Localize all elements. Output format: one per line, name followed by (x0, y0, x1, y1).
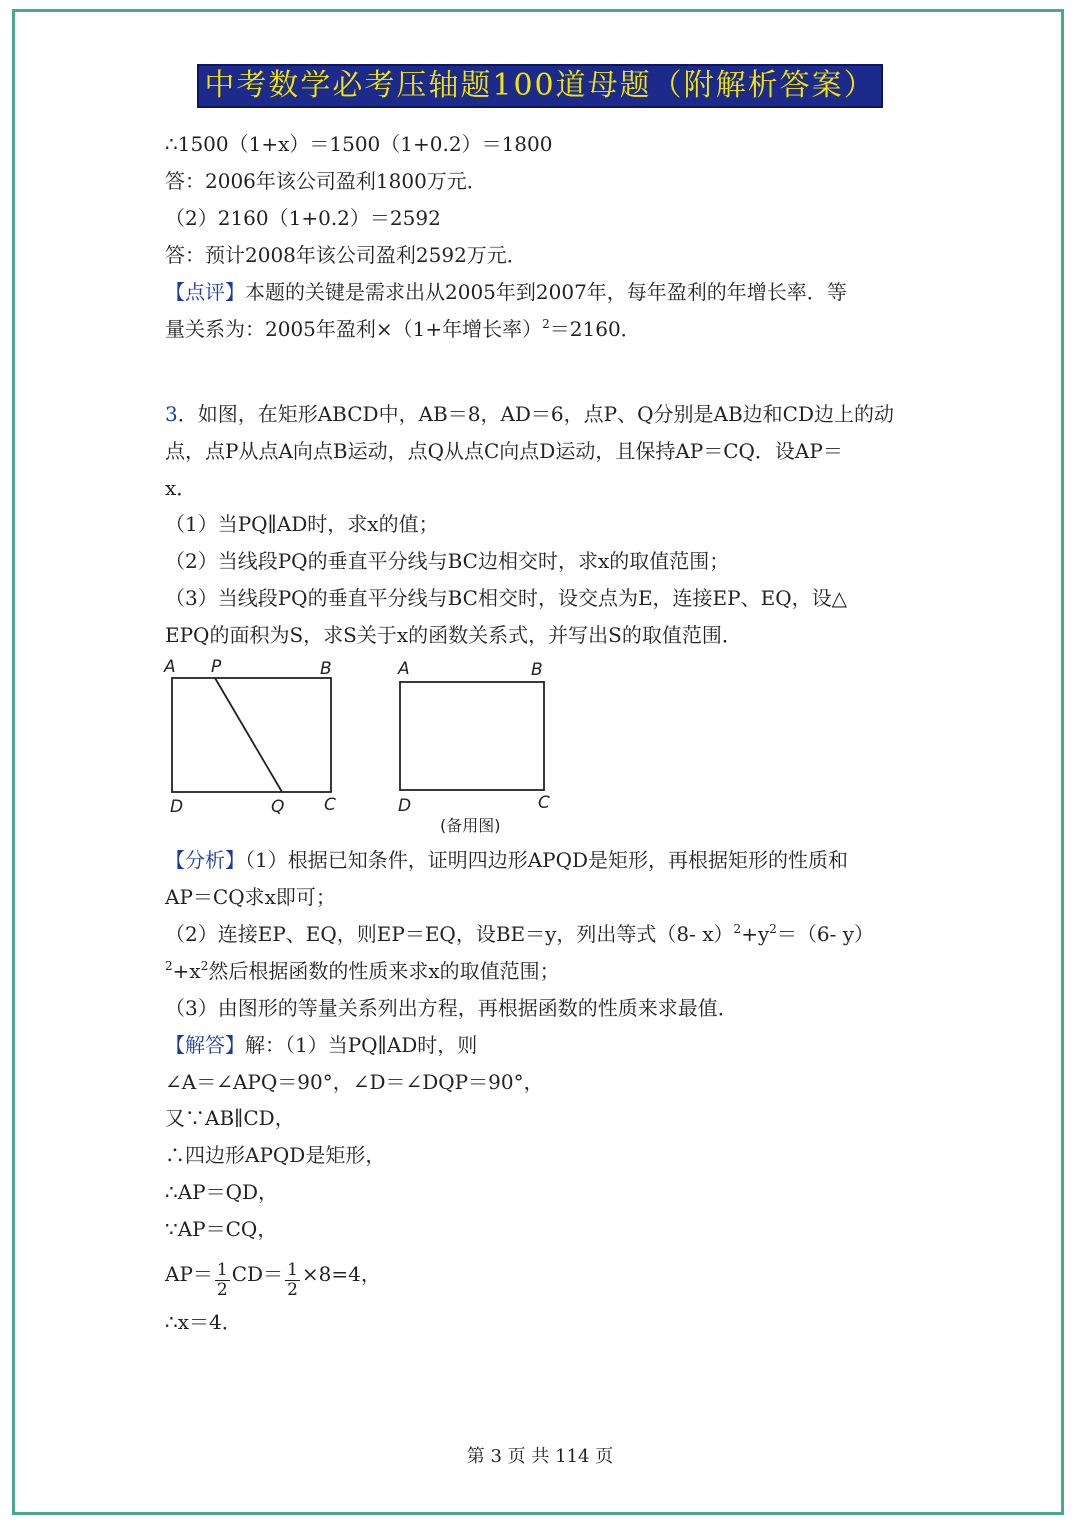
equation-part: 量关系为：2005年盈利×（1+年增长率） (165, 317, 543, 341)
rectangle-abcd (172, 678, 331, 792)
text-line: ∴1500（1+x）＝1500（1+0.2）＝1800 (165, 132, 553, 156)
comment-tag: 【点评】 (165, 280, 245, 304)
label-b: B (531, 660, 543, 680)
equation-part: CD＝ (231, 1262, 284, 1286)
fraction (285, 1261, 300, 1300)
label-d: D (398, 796, 412, 816)
superscript: 2 (165, 959, 173, 973)
equation-part: +x (172, 959, 201, 983)
solution-line: ∴x＝4． (165, 1310, 242, 1334)
label-c: C (324, 795, 336, 815)
question-part: EPQ的面积为S，求S关于x的函数关系式，并写出S的取值范围． (165, 623, 742, 647)
solution-tag: 【解答】 (165, 1033, 245, 1057)
analysis-line: AP＝CQ求x即可； (165, 885, 336, 909)
rectangle-diagrams (160, 655, 580, 840)
fraction (215, 1261, 230, 1300)
label-c: C (538, 793, 550, 813)
page-title: 中考数学必考压轴题100道母题（附解析答案） (197, 64, 883, 108)
superscript: 2 (542, 317, 550, 331)
denominator: 2 (216, 1280, 228, 1300)
solution-line: ∠A＝∠APQ＝90°，∠D＝∠DQP＝90°， (165, 1070, 544, 1094)
analysis-text: （1）根据已知条件，证明四边形APQD是矩形，再根据矩形的性质和 (245, 848, 849, 872)
page-footer: 第 3 页 共 114 页 (466, 1446, 614, 1467)
label-a: A (398, 659, 410, 679)
analysis-line (165, 846, 848, 874)
equation-part: ＝（6- y） (776, 922, 875, 946)
figure-caption: (备用图) (440, 816, 501, 835)
comment-line (165, 278, 847, 306)
analysis-tag: 【分析】 (165, 848, 245, 872)
label-q: Q (271, 797, 285, 817)
equation-part: （2）连接EP、EQ，则EP＝EQ，设BE＝y，列出等式（8- x） (165, 922, 734, 946)
solution-line: ∴AP＝QD， (165, 1180, 279, 1204)
equation-part: ×8=4， (301, 1262, 381, 1286)
question-part: （1）当PQ∥AD时，求x的值； (165, 512, 439, 536)
text-line: 答：2006年该公司盈利1800万元． (165, 169, 487, 193)
question-line (165, 400, 894, 428)
label-p: P (211, 657, 222, 677)
question-text: ．如图，在矩形ABCD中，AB＝8，AD＝6，点P、Q分别是AB边和CD边上的动 (177, 402, 894, 426)
text-line: （2）2160（1+0.2）＝2592 (165, 206, 441, 230)
label-a: A (164, 657, 176, 677)
question-line: x． (165, 476, 197, 500)
rectangle-backup (400, 682, 544, 790)
text-line (165, 315, 641, 343)
equation-part: ＝2160． (549, 317, 641, 341)
analysis-text: 然后根据函数的性质来求x的取值范围； (208, 959, 560, 983)
question-part: （2）当线段PQ的垂直平分线与BC边相交时，求x的取值范围； (165, 549, 730, 573)
analysis-line (165, 957, 560, 985)
geometry-figure (160, 655, 580, 840)
text-line: 答：预计2008年该公司盈利2592万元． (165, 243, 527, 267)
solution-line: 又∵AB∥CD， (165, 1106, 295, 1130)
label-d: D (170, 797, 184, 817)
equation-part: AP＝ (165, 1262, 213, 1286)
superscript: 2 (769, 922, 777, 936)
question-line: 点，点P从点A向点B运动，点Q从点C向点D运动，且保持AP＝CQ．设AP＝ (165, 439, 843, 463)
superscript: 2 (733, 922, 742, 936)
numerator: 1 (287, 1260, 298, 1280)
equation-part: +y (741, 922, 770, 946)
question-part: （3）当线段PQ的垂直平分线与BC相交时，设交点为E，连接EP、EQ，设△ (165, 586, 847, 610)
question-number: 3 (165, 402, 178, 426)
analysis-line: （3）由图形的等量关系列出方程，再根据函数的性质来求最值． (165, 996, 738, 1020)
segment-pq (215, 678, 282, 792)
solution-text: 解：（1）当PQ∥AD时，则 (245, 1033, 478, 1057)
solution-line: ∴四边形APQD是矩形， (165, 1143, 386, 1167)
analysis-line (165, 920, 874, 948)
superscript: 2 (200, 959, 209, 973)
solution-line (165, 1031, 477, 1059)
denominator: 2 (287, 1280, 298, 1300)
label-b: B (320, 659, 332, 679)
numerator: 1 (216, 1260, 228, 1280)
comment-text: 本题的关键是需求出从2005年到2007年，每年盈利的年增长率．等 (245, 280, 847, 304)
solution-line: ∵AP＝CQ， (165, 1217, 278, 1241)
solution-line (165, 1260, 381, 1300)
